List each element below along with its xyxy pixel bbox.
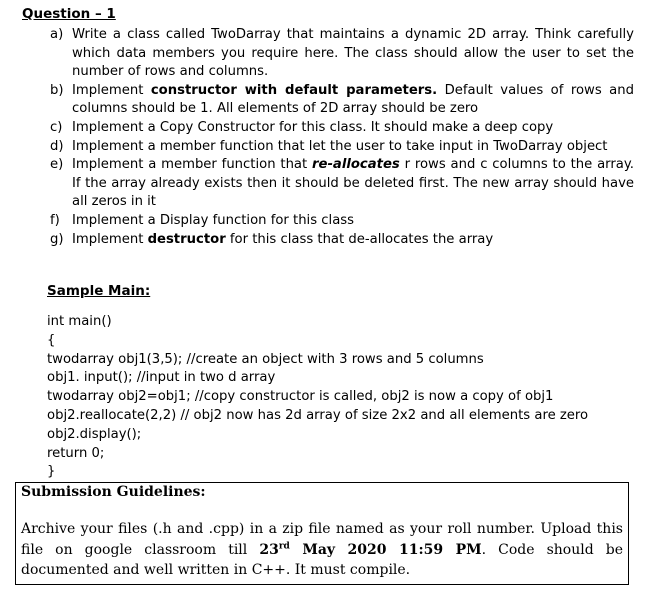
list-item [22, 231, 634, 250]
list-item [22, 119, 634, 138]
item-label: c) [50, 119, 63, 135]
question-heading: Question – 1 [22, 6, 116, 22]
submission-text [21, 519, 623, 581]
list-item [22, 212, 634, 231]
item-text: Default values of rows and columns should be 1. All elements of 2D array should be zero [72, 82, 634, 117]
submission-guidelines-box [15, 482, 629, 585]
code-line: twodarray obj1(3,5); //create an object with 3 rows and 5 columns [47, 351, 484, 367]
submission-text-part1: Archive your files (.h and .cpp) in a zip file named as your roll number. Upload this file on google classroom till [21, 521, 623, 558]
item-text: r rows and c columns to the array. If the array already exists then it should be deleted first. The new array should have all zeros in it [72, 157, 634, 210]
item-text: Implement [72, 82, 151, 98]
list-item [22, 26, 634, 82]
list-item [22, 138, 634, 157]
code-line: } [47, 464, 56, 480]
item-label: b) [50, 82, 64, 98]
item-label: a) [50, 27, 64, 42]
code-block [47, 313, 637, 482]
item-text: Implement a Display function for this class [72, 212, 355, 228]
item-label: d) [50, 138, 64, 154]
item-label: f) [50, 212, 60, 228]
code-line: obj1. input(); //input in two d array [47, 370, 276, 386]
code-line: int main() [47, 314, 112, 329]
item-text: Write a class called TwoDarray that maintains a dynamic 2D array. Think carefully which data members you require here. The class should allow the user to set the number of rows and columns. [72, 27, 634, 80]
submission-title: Submission Guidelines: [21, 484, 206, 500]
deadline-day: 23 [259, 541, 279, 558]
item-label: e) [50, 157, 64, 173]
deadline-rest: May 2020 11:59 PM [289, 541, 482, 558]
code-line: twodarray obj2=obj1; //copy constructor is called, obj2 is now a copy of obj1 [47, 389, 554, 405]
item-bold-text: destructor [147, 231, 226, 247]
item-bold-text: constructor with default parameters. [150, 82, 438, 98]
item-text: Implement a member function that [72, 157, 313, 173]
item-text: Implement [72, 231, 148, 247]
code-line: obj2.display(); [47, 426, 142, 442]
deadline-suffix: rd [278, 540, 290, 551]
code-line: { [47, 332, 56, 348]
submission-text-part2: . Code should be documented and well written in C++. It must compile. [21, 541, 623, 578]
list-item [22, 156, 634, 212]
item-text: Implement a Copy Constructor for this class. It should make a deep copy [72, 119, 554, 135]
sample-main-title: Sample Main: [47, 283, 151, 299]
item-bold-text: re-allocates [312, 157, 400, 173]
code-line: return 0; [47, 445, 105, 461]
item-label: g) [50, 231, 64, 247]
list-item [22, 82, 634, 119]
code-line: obj2.reallocate(2,2) // obj2 now has 2d array of size 2x2 and all elements are zero [47, 407, 589, 423]
deadline [259, 542, 481, 558]
requirements-list [22, 26, 634, 249]
item-text: Implement a member function that let the user to take input in TwoDarray object [72, 138, 608, 154]
item-text: for this class that de-allocates the array [225, 231, 494, 247]
